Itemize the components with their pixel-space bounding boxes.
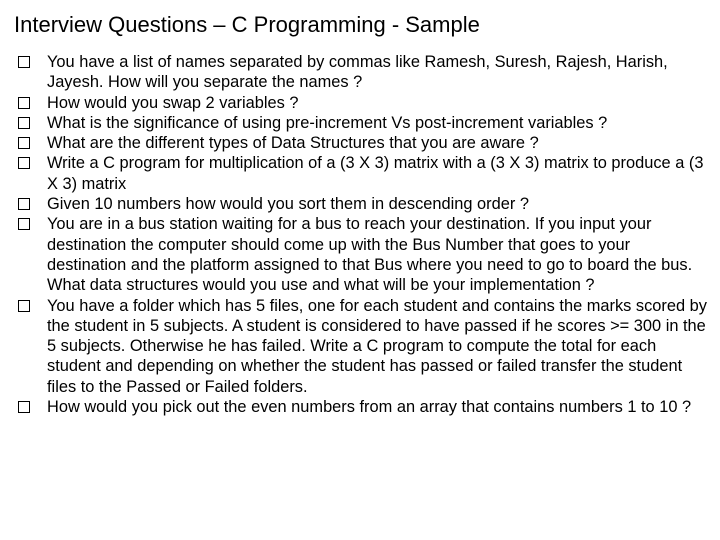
checkbox-square-icon xyxy=(18,56,30,68)
question-text: Given 10 numbers how would you sort them in descending order ? xyxy=(47,195,529,214)
question-text: You have a folder which has 5 files, one for each student and contains the marks scored by the student in 5 subjects. A student is considered to have passed if he scores >= 300 in the 5 subjects. Otherwise he has failed. Write a C program to compute the total for each student and depending on whether the student has passed or failed transfer the student files to the Passed or Failed folders. xyxy=(47,296,707,396)
slide-title: Interview Questions – C Programming - Sample xyxy=(14,12,480,37)
question-text: How would you pick out the even numbers from an array that contains numbers 1 to 10 ? xyxy=(47,398,692,417)
list-item xyxy=(18,194,710,214)
list-item xyxy=(18,214,710,295)
checkbox-square-icon xyxy=(18,401,30,413)
checkbox-square-icon xyxy=(18,157,30,169)
list-item xyxy=(18,52,710,93)
list-item xyxy=(18,133,710,153)
question-text: What is the significance of using pre-increment Vs post-increment variables ? xyxy=(47,113,608,132)
checkbox-square-icon xyxy=(18,218,30,230)
question-text: What are the different types of Data Structures that you are aware ? xyxy=(47,134,539,153)
checkbox-square-icon xyxy=(18,117,30,129)
list-item xyxy=(18,153,710,194)
question-text: You have a list of names separated by commas like Ramesh, Suresh, Rajesh, Harish, Jayesh. How will you separate the names ? xyxy=(47,53,668,92)
checkbox-square-icon xyxy=(18,300,30,312)
list-item xyxy=(18,93,710,113)
list-item xyxy=(18,397,710,417)
checkbox-square-icon xyxy=(18,137,30,149)
checkbox-square-icon xyxy=(18,198,30,210)
question-text: You are in a bus station waiting for a bus to reach your destination. If you input your destination the computer should come up with the Bus Number that goes to your destination and the platform assigned to that Bus where you need to go to board the bus. What data structures would you use and what will be your implementation ? xyxy=(47,215,693,295)
question-text: Write a C program for multiplication of a (3 X 3) matrix with a (3 X 3) matrix to produce a (3 X 3) matrix xyxy=(47,154,704,193)
question-list xyxy=(18,52,710,417)
checkbox-square-icon xyxy=(18,97,30,109)
list-item xyxy=(18,296,710,397)
list-item xyxy=(18,113,710,133)
question-text: How would you swap 2 variables ? xyxy=(47,93,299,112)
